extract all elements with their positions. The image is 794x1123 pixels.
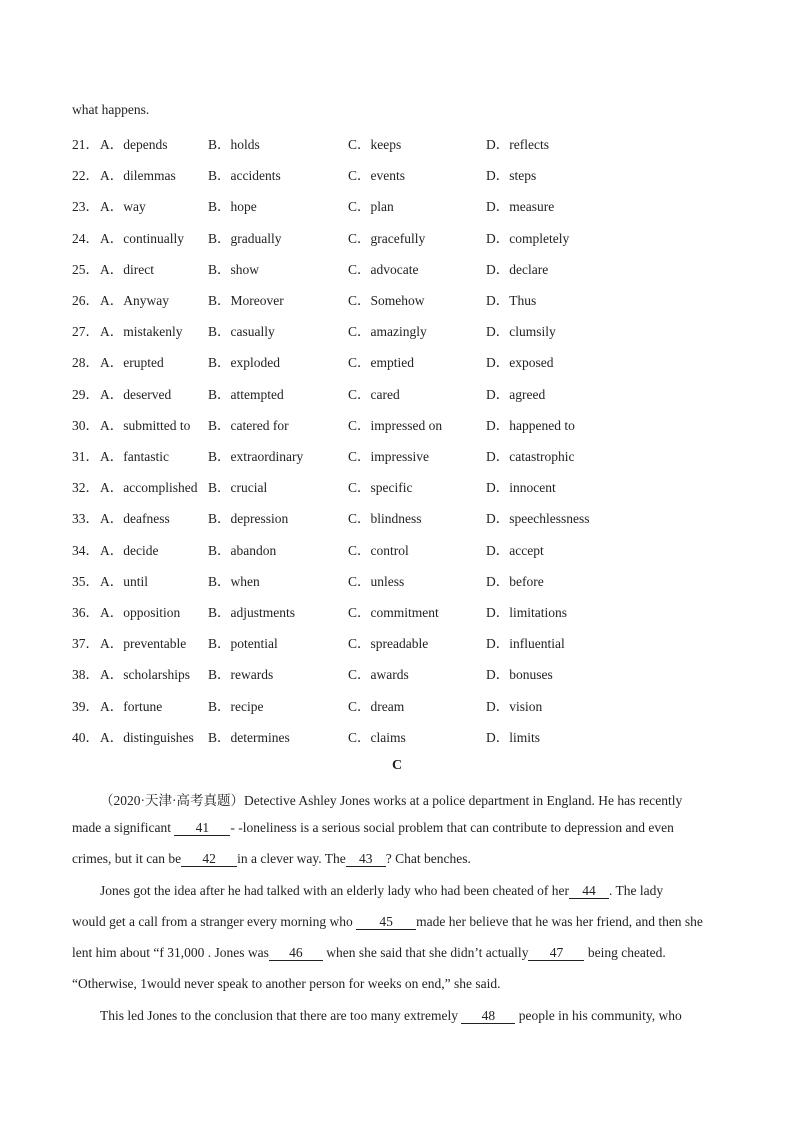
option-a[interactable]: A．direct [100,261,154,277]
option-b[interactable]: B．potential [208,636,278,652]
option-c[interactable]: C．awards [348,667,409,683]
blank-42[interactable]: 42 [181,852,237,867]
paragraph-1-line-1 [72,789,682,809]
option-d[interactable]: D．before [486,573,544,589]
option-a[interactable]: A．dilemmas [100,168,176,184]
question-number: 37． [72,636,99,652]
question-number: 22． [72,168,99,184]
blank-44[interactable]: 44 [569,884,609,899]
paragraph-text: being cheated. [584,945,666,960]
option-c[interactable]: C．events [348,168,405,184]
question-number: 40． [72,729,99,745]
paragraph-text: This led Jones to the conclusion that there are too many extremely [100,1008,462,1023]
paragraph-text: people in his community, who [515,1008,682,1023]
paragraph-2-line-3 [72,945,666,961]
option-d[interactable]: D．limits [486,729,541,745]
option-d[interactable]: D．innocent [486,480,556,496]
option-b[interactable]: B．abandon [208,542,277,558]
intro-tail-text: what happens. [72,102,150,117]
option-b[interactable]: B．crucial [208,480,268,496]
option-c[interactable]: C．specific [348,480,413,496]
option-d[interactable]: D．Thus [486,293,537,308]
blank-45[interactable]: 45 [356,915,416,930]
option-c[interactable]: C．blindness [348,511,422,527]
question-number: 35． [72,573,99,589]
option-c[interactable]: C．claims [348,729,406,745]
option-d[interactable]: D．exposed [486,355,554,371]
option-b[interactable]: B．gradually [208,230,282,246]
option-a[interactable]: A．opposition [100,605,181,620]
option-d[interactable]: D．measure [486,199,555,215]
option-b[interactable]: B．rewards [208,667,274,683]
option-a[interactable]: A．Anyway [100,293,169,308]
option-b[interactable]: B．accidents [208,168,281,184]
option-d[interactable]: D．accept [486,542,544,558]
option-d[interactable]: D．agreed [486,386,546,402]
option-c[interactable]: C．unless [348,573,405,589]
option-b[interactable]: B．recipe [208,698,264,714]
option-a[interactable]: A．fortune [100,698,163,714]
option-b[interactable]: B．casually [208,324,275,340]
option-b[interactable]: B．extraordinary [208,449,304,464]
option-d[interactable]: D．catastrophic [486,449,575,464]
option-b[interactable]: B．Moreover [208,293,284,308]
blank-48[interactable]: 48 [461,1009,515,1024]
option-c[interactable]: C．cared [348,386,400,402]
option-a[interactable]: A．way [100,199,146,215]
option-d[interactable]: D．happened to [486,417,575,433]
paragraph-text: . The lady [608,883,664,898]
option-d[interactable]: D．declare [486,261,549,277]
option-a[interactable]: A．scholarships [100,667,190,683]
option-a[interactable]: A．fantastic [100,449,169,464]
question-number: 26． [72,293,99,308]
question-number: 34． [72,542,99,558]
option-d[interactable]: D．limitations [486,605,567,620]
option-a[interactable]: A．distinguishes [100,729,194,745]
paragraph-2-line-4: “Otherwise, 1would never speak to another person for weeks on end,” she said. [72,976,501,991]
question-number: 39． [72,698,99,714]
option-b[interactable]: B．when [208,573,260,589]
option-b[interactable]: B．show [208,261,260,277]
option-a[interactable]: A．deserved [100,386,172,402]
paragraph-text: Jones got the idea after he had talked with an elderly lady who had been cheated of her [100,883,569,898]
paragraph-text: made a significant [72,820,175,835]
option-c[interactable]: C．spreadable [348,636,429,652]
blank-43[interactable]: 43 [346,852,386,867]
question-number: 33． [72,511,99,527]
option-a[interactable]: A．continually [100,230,184,246]
option-a[interactable]: A．mistakenly [100,324,183,340]
question-number: 28． [72,355,99,371]
option-b[interactable]: B．exploded [208,355,280,371]
paragraph-2-line-1 [72,883,663,899]
option-d[interactable]: D．influential [486,636,565,652]
option-c[interactable]: C．control [348,542,409,558]
question-number: 38． [72,667,99,683]
option-c[interactable]: C．advocate [348,261,419,277]
option-d[interactable]: D．completely [486,230,570,246]
option-a[interactable]: A．decide [100,542,159,558]
blank-47[interactable]: 47 [528,946,584,961]
question-number: 32． [72,480,99,496]
option-d[interactable]: D．clumsily [486,324,556,340]
question-number: 31． [72,449,99,464]
option-d[interactable]: D．speechlessness [486,511,590,527]
option-c[interactable]: C．impressed on [348,417,443,433]
option-d[interactable]: D．steps [486,168,537,184]
question-number: 36． [72,605,99,620]
section-title: C [391,758,403,773]
paragraph-1-line-2 [72,820,674,836]
option-b[interactable]: B．holds [208,137,260,152]
question-number: 23． [72,199,99,215]
option-c[interactable]: C．keeps [348,137,402,152]
blank-41[interactable]: 41 [174,821,230,836]
option-a[interactable]: A．erupted [100,355,164,371]
option-d[interactable]: D．reflects [486,137,549,152]
option-c[interactable]: C．amazingly [348,324,427,340]
paragraph-text: when she said that she didn’t actually [322,945,529,960]
paragraph-2-line-2 [72,914,703,930]
source-tag: （2020·天津·高考真题） [100,793,244,808]
option-b[interactable]: B．determines [208,729,290,745]
question-number: 25． [72,261,99,277]
paragraph-text: crimes, but it can be [72,851,182,866]
paragraph-text: Detective Ashley Jones works at a police department in England. He has recently [244,793,683,808]
option-a[interactable]: A．submitted to [100,417,191,433]
option-b[interactable]: B．adjustments [208,605,295,620]
option-d[interactable]: D．bonuses [486,667,553,683]
option-c[interactable]: C．impressive [348,449,429,464]
option-c[interactable]: C．Somehow [348,293,425,308]
paragraph-1-line-3 [72,851,471,867]
option-c[interactable]: C．emptied [348,355,414,371]
option-a[interactable]: A．accomplished [100,480,198,496]
paragraph-text: would get a call from a stranger every morning who [72,914,357,929]
option-c[interactable]: C．dream [348,698,405,714]
option-a[interactable]: A．depends [100,137,168,152]
option-c[interactable]: C．gracefully [348,230,426,246]
paragraph-text: - -loneliness is a serious social problem that can contribute to depression and even [230,820,674,835]
paragraph-text: in a clever way. The [237,851,346,866]
question-number: 29． [72,386,99,402]
question-number: 24． [72,230,99,246]
option-b[interactable]: B．depression [208,511,289,527]
option-a[interactable]: A．preventable [100,636,187,652]
option-a[interactable]: A．until [100,573,149,589]
blank-46[interactable]: 46 [269,946,323,961]
option-b[interactable]: B．attempted [208,386,284,402]
paragraph-text: made her believe that he was her friend, and then she [416,914,703,929]
paragraph-text: lent him about “f 31,000 . Jones was [72,945,269,960]
option-c[interactable]: C．plan [348,199,394,215]
paragraph-3-line-1 [72,1008,682,1024]
question-number: 21． [72,137,99,152]
option-b[interactable]: B．catered for [208,417,289,433]
question-number: 30． [72,417,99,433]
option-b[interactable]: B．hope [208,199,257,215]
option-d[interactable]: D．vision [486,698,543,714]
option-c[interactable]: C．commitment [348,605,439,620]
paragraph-text: ? Chat benches. [385,851,471,866]
option-a[interactable]: A．deafness [100,511,170,527]
question-number: 27． [72,324,99,340]
